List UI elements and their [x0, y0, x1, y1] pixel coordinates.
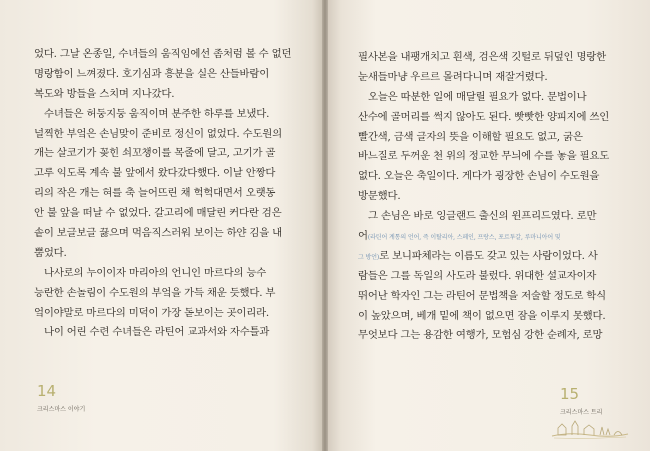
text-fragment: 로 보니파체라는 이름도 갖고 있는 사람이었다. 사 [379, 249, 598, 262]
text-line: 리의 작은 개는 혀를 축 늘어뜨린 채 헉헉대면서 오랫동 [34, 187, 276, 200]
right-page [328, 0, 650, 451]
text-line: 빨간색, 금색 글자의 뜻을 이해할 필요도 없고, 굵은 [358, 130, 583, 143]
right-body-text [358, 48, 620, 346]
text-line: 무엇보다 그는 용감한 여행가, 모험심 강한 순례자, 로망 [358, 329, 603, 342]
text-line-with-annotation [358, 247, 620, 267]
text-line: 없다. 오늘은 축일이다. 게다가 굉장한 손님이 수도원을 [358, 170, 600, 183]
text-line: 오늘은 따분한 일에 매달릴 필요가 없다. 문법이나 [368, 90, 587, 103]
text-line: 솥이 보글보글 끓으며 먹음직스러워 보이는 하얀 김을 내 [34, 227, 282, 240]
running-head: 크리스마스 트리 [560, 409, 603, 416]
text-line: 이 높았으며, 베개 밑에 책이 없으면 잠을 이루지 못했다. [358, 309, 606, 322]
text-line: 고루 익도록 계속 불 앞에서 왔다갔다했다. 이날 안짱다 [34, 167, 276, 180]
text-line: 나사로의 누이이자 마리아의 언니인 마르다의 능수 [44, 266, 267, 279]
text-line: 명랑함이 느껴졌다. 호기심과 흥분을 실은 산들바람이 [34, 67, 270, 80]
running-head: 크리스마스 이야기 [37, 406, 86, 413]
text-line: 안 불 앞을 떠날 수 없었다. 갈고리에 매달린 커다란 검은 [34, 207, 282, 220]
text-line: 나이 어린 수련 수녀들은 라틴어 교과서와 자수틀과 [44, 326, 270, 339]
text-line: 엌이야말로 마르다의 미덕이 가장 돋보이는 곳이리라. [34, 306, 270, 319]
text-line: 산수에 골머리를 썩지 않아도 된다. 빳빳한 양피지에 쓰인 [358, 110, 610, 123]
text-line: 바느질로 두꺼운 천 위의 정교한 무늬에 수를 놓을 필요도 [358, 150, 610, 163]
text-line: 개는 살코기가 꽂힌 쇠꼬챙이를 목줄에 달고, 고기가 골 [34, 147, 276, 160]
text-line: 그 손님은 바로 잉글랜드 출신의 윈프리드였다. 로만 [368, 210, 597, 223]
left-body-text [34, 45, 296, 343]
text-fragment: 어 [358, 230, 368, 243]
footnote-annotation: (라틴어 계통의 언어, 즉 이탈리아, 스페인, 프랑스, 포르투갈, 루마니아어 및 [367, 234, 561, 242]
text-line: 뛰어난 학자인 그는 라틴어 문법책을 저술할 정도로 학식 [358, 289, 606, 302]
text-line: 필사본을 내팽개치고 흰색, 검은색 깃털로 뒤덮인 명랑한 [358, 51, 606, 63]
text-line: 뿜었다. [34, 246, 67, 259]
left-page [0, 0, 322, 451]
text-line: 었다. 그날 온종일, 수녀들의 움직임에선 좀처럼 볼 수 없던 [34, 48, 292, 60]
text-line: 눈새들마냥 우르르 몰려다니며 재잘거렸다. [358, 70, 548, 83]
text-line: 복도와 방들을 스치며 지나갔다. [34, 87, 175, 100]
footnote-annotation: 그 방언) [358, 253, 380, 261]
text-line: 능란한 손놀림이 수도원의 부엌을 가득 채운 듯했다. 부 [34, 286, 276, 299]
page-number: 15 [560, 385, 580, 403]
page-number: 14 [37, 382, 57, 400]
text-line: 널찍한 부엌은 손님맞이 준비로 정신이 없었다. 수도원의 [34, 127, 282, 140]
text-line: 람들은 그를 독일의 사도라 불렀다. 위대한 설교자이자 [358, 269, 597, 282]
text-line: 방문했다. [358, 190, 401, 203]
text-line: 수녀들은 허둥지둥 움직이며 분주한 하루를 보냈다. [44, 107, 270, 120]
text-line-with-annotation [358, 227, 620, 247]
village-ornament-icon [550, 418, 630, 440]
